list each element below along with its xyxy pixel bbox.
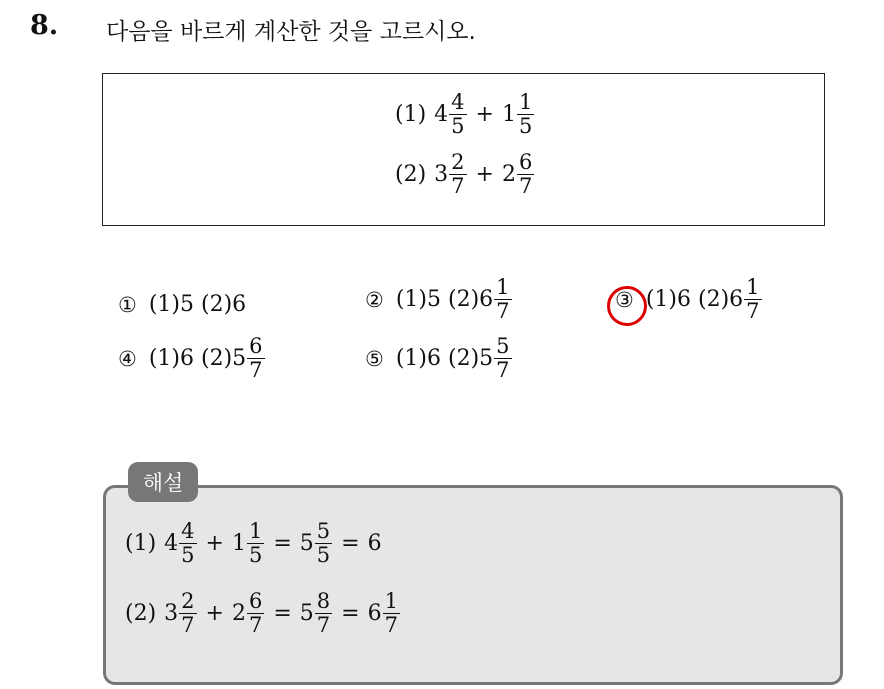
choice-number-icon: ③ [615,287,634,312]
denominator: 7 [249,358,263,382]
problem-label: (1) [395,102,427,127]
mixed-number [434,92,467,137]
fraction [494,336,511,381]
numerator: 4 [451,90,465,114]
choice-number-icon: ④ [118,346,137,371]
whole-part: 3 [434,162,449,187]
numerator: 4 [181,519,195,543]
fraction [383,591,400,636]
solution-label: (1) [125,531,157,556]
denominator: 7 [316,613,331,637]
problem-line-2 [395,152,535,197]
whole-part: 5 [299,531,314,556]
denominator: 7 [181,613,195,637]
whole-part: 1 [231,531,246,556]
fraction [449,152,466,197]
whole-part: 1 [501,102,516,127]
choice-part-1: (1)6 [148,346,194,371]
plus-sign: + [475,162,494,187]
fraction [179,591,196,636]
denominator: 5 [518,114,533,138]
equals-sign: = [341,531,360,556]
choice-part-1: (1)6 [395,346,441,371]
fraction [247,521,264,566]
whole-part: 2 [501,162,516,187]
choice-number-icon: ⑤ [365,346,384,371]
denominator: 5 [316,543,331,567]
choice-part-2: (2)5 [201,346,247,371]
solution-box [103,485,843,685]
equals-sign: = [341,601,360,626]
choice-part-1: (1)5 [148,292,194,317]
numerator: 2 [181,589,195,613]
numerator: 5 [316,519,331,543]
denominator: 5 [451,114,465,138]
fraction [247,591,264,636]
plus-sign: + [475,102,494,127]
plus-sign: + [205,601,224,626]
numerator: 1 [248,519,263,543]
problem-line-1 [395,92,535,137]
fraction [449,92,466,137]
fraction [315,521,332,566]
choice-1[interactable] [118,292,246,317]
solution-line-2 [125,591,401,636]
denominator: 7 [746,299,760,323]
fraction [517,152,534,197]
mixed-number [502,152,535,197]
whole-part: 3 [164,601,179,626]
denominator: 7 [248,613,263,637]
solution-label: (2) [125,601,157,626]
whole-part: 4 [434,102,449,127]
numerator: 6 [518,150,533,174]
solution-line-1 [125,521,382,566]
problem-label: (2) [395,162,427,187]
denominator: 7 [496,358,510,382]
choice-3[interactable] [615,277,763,322]
numerator: 1 [496,275,510,299]
question-number: 8. [30,10,59,41]
choice-part-1: (1)5 [395,287,441,312]
numerator: 2 [451,150,465,174]
denominator: 7 [518,174,533,198]
numerator: 8 [316,589,331,613]
mixed-number [434,152,467,197]
whole-part: 2 [231,601,246,626]
choice-2[interactable] [365,277,513,322]
fraction [247,336,264,381]
solution-tag: 해설 [128,462,198,502]
numerator: 6 [249,334,263,358]
whole-part: 6 [367,601,382,626]
denominator: 7 [451,174,465,198]
whole-part: 4 [164,531,179,556]
mixed-number [502,92,535,137]
choice-part-2: (2)6 [448,287,494,312]
choice-part-2: (2)6 [201,292,247,317]
denominator: 7 [496,299,510,323]
whole-part: 5 [299,601,314,626]
choice-number-icon: ① [118,292,137,317]
numerator: 1 [746,275,760,299]
choice-part-2: (2)6 [698,287,744,312]
denominator: 5 [181,543,195,567]
numerator: 1 [384,589,398,613]
choice-number-icon: ② [365,287,384,312]
numerator: 1 [518,90,533,114]
plus-sign: + [205,531,224,556]
choice-4[interactable] [118,336,266,381]
fraction [315,591,332,636]
numerator: 6 [248,589,263,613]
fraction [517,92,534,137]
denominator: 5 [248,543,263,567]
question-text: 다음을 바르게 계산한 것을 고르시오. [106,19,476,45]
fraction [494,277,511,322]
choice-part-2: (2)5 [448,346,494,371]
numerator: 5 [496,334,510,358]
final-value: 6 [367,531,382,556]
choice-5[interactable] [365,336,513,381]
equals-sign: = [273,531,292,556]
denominator: 7 [384,613,398,637]
fraction [744,277,761,322]
equals-sign: = [273,601,292,626]
fraction [179,521,196,566]
choice-part-1: (1)6 [645,287,691,312]
